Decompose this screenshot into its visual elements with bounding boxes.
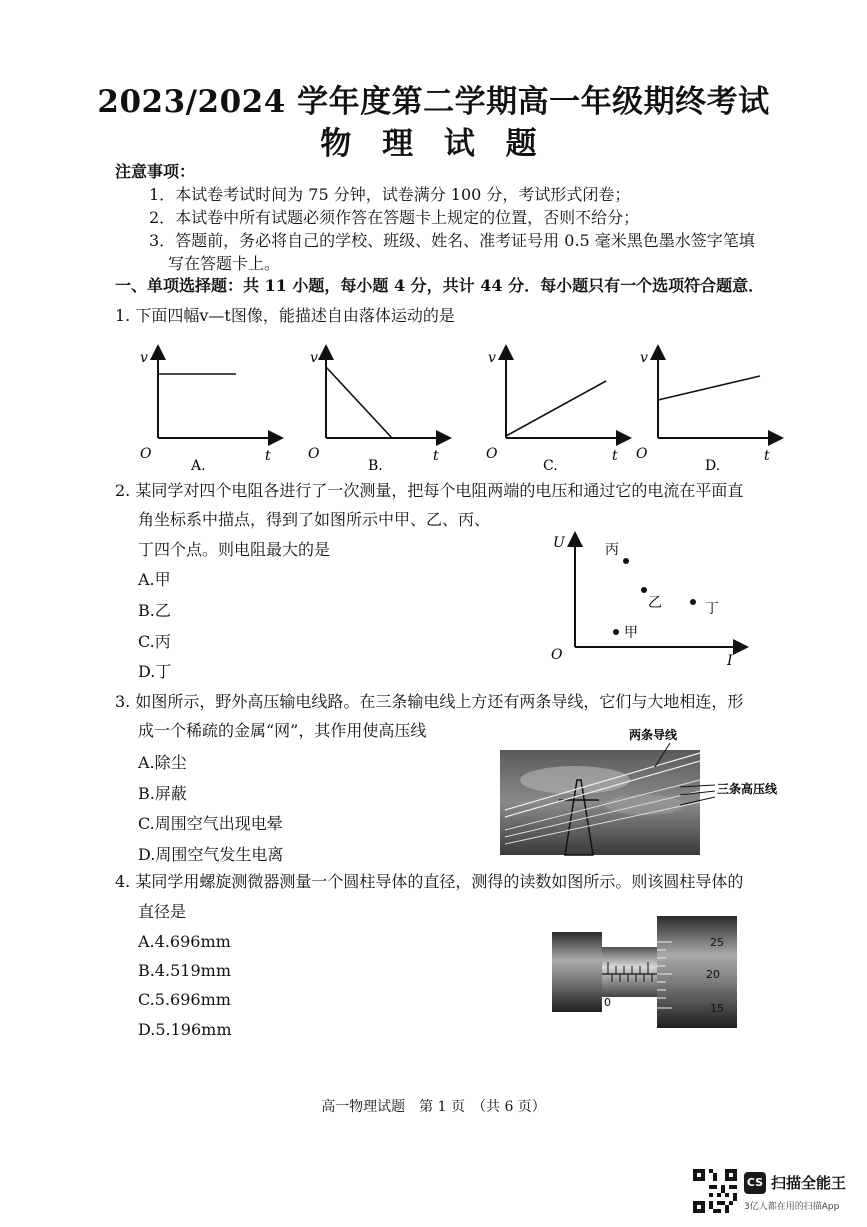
- graph-c-v-label: v: [488, 350, 496, 366]
- point-bing: [623, 558, 629, 564]
- camscanner-tagline: 3亿人都在用的扫描App: [744, 1202, 840, 1212]
- point-jia-label: 甲: [624, 625, 638, 641]
- graph-b-line: [326, 367, 392, 438]
- graph-d-origin: O: [636, 446, 648, 462]
- graph-a-v-label: v: [140, 350, 148, 366]
- label-two-wires: 两条导线: [629, 728, 678, 742]
- exam-title: 2023/2024 学年度第二学期高一年级期终考试: [97, 84, 770, 120]
- sleeve-zero-label: 0: [604, 996, 611, 1009]
- graph-c: [486, 348, 628, 474]
- option-d-label: D.: [705, 458, 721, 474]
- graph-b: [308, 348, 448, 474]
- q4-stem-1: 4. 某同学用螺旋测微器测量一个圆柱导体的直径，测得的读数如图所示。则该圆柱导体的: [115, 872, 744, 891]
- q4-option-a: A.4.696mm: [138, 932, 231, 951]
- q3-option-a: A.除尘: [138, 753, 187, 772]
- q1-graphs: [130, 340, 790, 480]
- micrometer-sleeve: [602, 947, 657, 997]
- graph-d: [636, 348, 780, 474]
- q2-stem-2: 角坐标系中描点，得到了如图所示中甲、乙、丙、: [138, 510, 491, 529]
- graph-a-t-label: t: [265, 448, 271, 464]
- qr-code-icon: [693, 1169, 737, 1213]
- graph-a: [140, 348, 280, 474]
- graph-a-origin: O: [140, 446, 152, 462]
- q3-option-c: C.周围空气出现电晕: [138, 814, 283, 833]
- graph-b-v-label: v: [310, 350, 318, 366]
- section-heading: 一、单项选择题：共 11 小题，每小题 4 分，共计 44 分．每小题只有一个选项符合题意．: [115, 276, 765, 295]
- exam-subtitle: 物 理 试 题: [320, 126, 547, 162]
- point-yi-label: 乙: [648, 595, 662, 611]
- q2-stem-1: 2. 某同学对四个电阻各进行了一次测量，把每个电阻两端的电压和通过它的电流在平面直: [115, 481, 744, 500]
- q3-stem-2: 成一个稀疏的金属“网”，其作用使高压线: [138, 721, 427, 740]
- point-yi: [641, 587, 647, 593]
- graph-d-v-label: v: [640, 350, 648, 366]
- thimble-25-label: 25: [710, 936, 724, 949]
- q4-option-b: B.4.519mm: [138, 961, 231, 980]
- point-jia: [613, 629, 619, 635]
- q2-origin: O: [551, 647, 563, 663]
- camscanner-name: 扫描全能王: [771, 1174, 847, 1192]
- notice-item-1: 1．本试卷考试时间为 75 分钟，试卷满分 100 分，考试形式闭卷；: [149, 185, 631, 204]
- graph-c-origin: O: [486, 446, 498, 462]
- notice-heading: 注意事项：: [115, 162, 196, 181]
- q2-option-b: B.乙: [138, 601, 171, 620]
- graph-b-t-label: t: [433, 448, 439, 464]
- notice-item-2: 2．本试卷中所有试题必须作答在答题卡上规定的位置，否则不给分；: [149, 208, 640, 227]
- graph-c-t-label: t: [612, 448, 618, 464]
- page-footer: 高一物理试题 第 1 页 （共 6 页）: [321, 1099, 546, 1115]
- graph-c-line: [506, 381, 606, 436]
- q3-option-b: B.屏蔽: [138, 784, 187, 803]
- notice-item-3-cont: 写在答题卡上。: [168, 254, 281, 273]
- micrometer-frame: [552, 932, 602, 1012]
- notice-item-3: 3．答题前，务必将自己的学校、班级、姓名、准考证号用 0.5 毫米黑色墨水签字笔填: [149, 231, 755, 250]
- q4-option-d: D.5.196mm: [138, 1020, 232, 1039]
- option-c-label: C.: [543, 458, 558, 474]
- micrometer-thimble: [657, 916, 737, 1028]
- q3-power-line-photo: [495, 725, 795, 860]
- option-b-label: B.: [368, 458, 383, 474]
- q2-stem-3: 丁四个点。则电阻最大的是: [138, 540, 331, 559]
- thimble-20-label: 20: [706, 968, 720, 981]
- camscanner-logo: CS: [744, 1172, 766, 1194]
- label-three-hv: 三条高压线: [717, 782, 778, 796]
- q2-i-label: I: [727, 653, 733, 669]
- point-ding: [690, 599, 696, 605]
- q2-u-label: U: [553, 535, 565, 551]
- q2-option-d: D.丁: [138, 662, 172, 681]
- option-a-label: A.: [191, 458, 206, 474]
- q4-micrometer-photo: [550, 912, 740, 1032]
- q4-option-c: C.5.696mm: [138, 990, 231, 1009]
- photo-cloud-2: [605, 795, 685, 815]
- q2-ui-graph: [545, 525, 765, 670]
- graph-d-line: [658, 376, 760, 400]
- point-bing-label: 丙: [605, 542, 619, 558]
- q2-option-a: A.甲: [138, 570, 171, 589]
- q1-stem: 1. 下面四幅v—t图像，能描述自由落体运动的是: [115, 306, 455, 325]
- q3-option-d: D.周围空气发生电离: [138, 845, 284, 864]
- graph-d-t-label: t: [764, 448, 770, 464]
- q4-stem-2: 直径是: [138, 902, 187, 921]
- point-ding-label: 丁: [705, 601, 719, 617]
- graph-b-origin: O: [308, 446, 320, 462]
- thimble-15-label: 15: [710, 1002, 724, 1015]
- q3-stem-1: 3. 如图所示，野外高压输电线路。在三条输电线上方还有两条导线，它们与大地相连，形: [115, 692, 744, 711]
- q2-option-c: C.丙: [138, 632, 171, 651]
